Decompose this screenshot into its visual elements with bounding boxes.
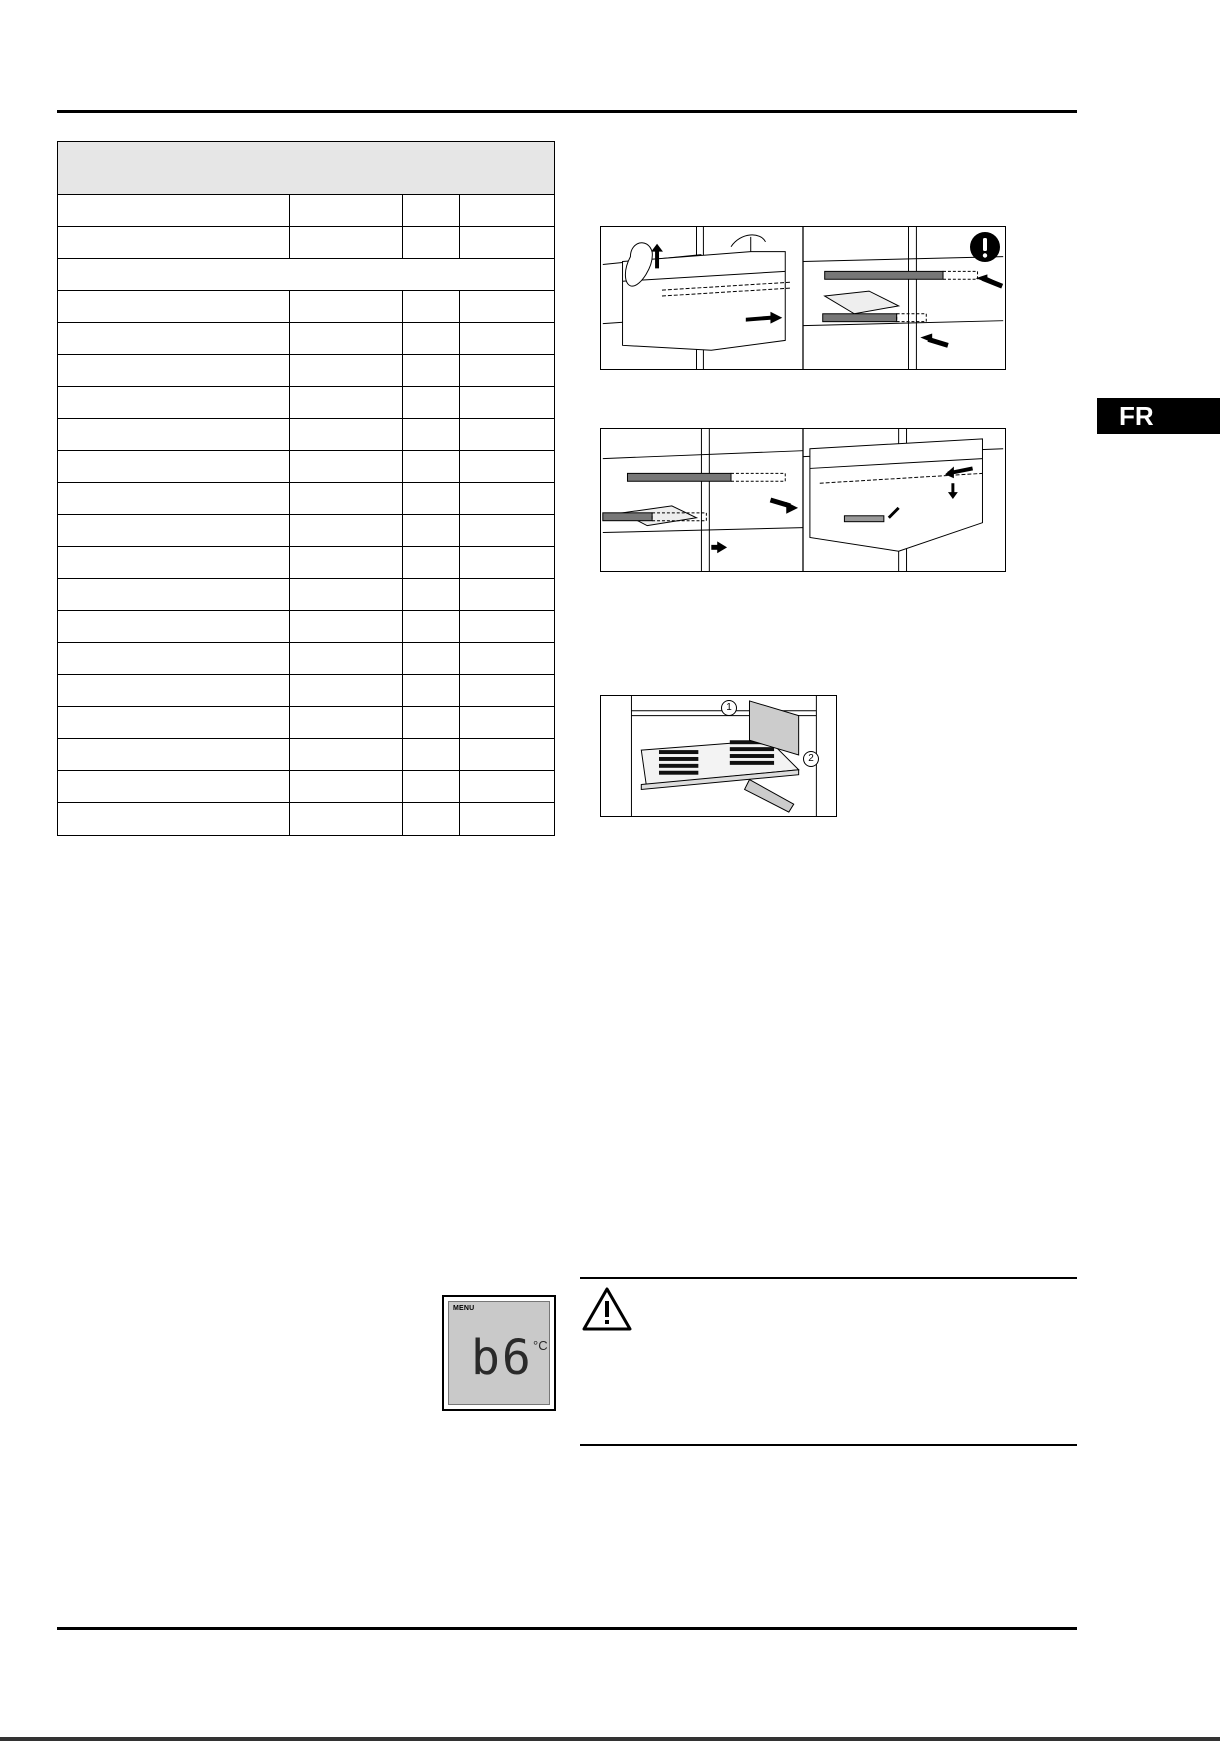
table-cell — [460, 611, 554, 642]
table-cell — [403, 643, 460, 674]
table-cell — [460, 323, 554, 354]
table-cell — [403, 483, 460, 514]
footer-rule — [57, 1627, 1077, 1630]
table-cell — [403, 195, 460, 226]
table-cell — [460, 771, 554, 802]
glass-shelf-illustration — [601, 696, 836, 816]
table-cell — [460, 195, 554, 226]
table-cell — [290, 419, 403, 450]
figure-drawer-removal — [600, 226, 1006, 370]
table-row — [58, 675, 554, 707]
table-cell — [290, 739, 403, 770]
warning-bottom-rule — [580, 1444, 1077, 1446]
table-cell — [403, 387, 460, 418]
table-cell — [290, 611, 403, 642]
warning-triangle-icon — [582, 1287, 632, 1331]
table-row — [58, 771, 554, 803]
display-value: b6 — [471, 1330, 533, 1386]
table-cell — [460, 227, 554, 258]
table-cell — [403, 515, 460, 546]
table-row — [58, 611, 554, 643]
display-unit: °C — [533, 1338, 548, 1353]
table-row — [58, 259, 554, 291]
table-cell — [58, 451, 290, 482]
drawer-insertion-illustration — [601, 429, 1005, 571]
table-cell — [403, 611, 460, 642]
table-row — [58, 451, 554, 483]
footer-strip — [0, 1737, 1220, 1741]
table-cell — [58, 707, 290, 738]
table-cell — [58, 387, 290, 418]
temperature-display — [442, 1295, 556, 1411]
table-row — [58, 323, 554, 355]
table-cell — [290, 227, 403, 258]
table-cell — [290, 547, 403, 578]
table-body — [58, 195, 554, 835]
figure-glass-shelf — [600, 695, 837, 817]
table-header — [58, 142, 554, 195]
table-cell — [58, 515, 290, 546]
table-cell — [460, 291, 554, 322]
table-row — [58, 195, 554, 227]
table-row — [58, 355, 554, 387]
table-cell — [58, 355, 290, 386]
table-cell — [290, 355, 403, 386]
table-cell — [58, 547, 290, 578]
callout-1: 1 — [721, 700, 737, 716]
table-cell — [58, 579, 290, 610]
table-cell — [460, 547, 554, 578]
table-cell — [290, 643, 403, 674]
table-cell — [58, 323, 290, 354]
header-rule — [57, 110, 1077, 113]
table-cell — [290, 195, 403, 226]
table-row — [58, 515, 554, 547]
table-cell-merged — [58, 259, 554, 290]
table-cell — [460, 387, 554, 418]
table-cell — [460, 451, 554, 482]
table-cell — [403, 355, 460, 386]
table-row — [58, 739, 554, 771]
language-tab[interactable]: FR — [1097, 398, 1220, 434]
display-menu-label: MENU — [453, 1305, 475, 1312]
table-cell — [290, 803, 403, 835]
table-cell — [403, 771, 460, 802]
table-cell — [460, 707, 554, 738]
table-cell — [460, 579, 554, 610]
table-cell — [58, 803, 290, 835]
table-cell — [290, 707, 403, 738]
table-cell — [403, 291, 460, 322]
exclamation-circle-icon — [969, 231, 1001, 263]
table-cell — [58, 771, 290, 802]
drawer-removal-illustration — [601, 227, 1005, 369]
table-row — [58, 291, 554, 323]
table-cell — [460, 643, 554, 674]
table-cell — [58, 195, 290, 226]
table-cell — [403, 803, 460, 835]
table-cell — [460, 515, 554, 546]
table-cell — [58, 611, 290, 642]
table-cell — [290, 291, 403, 322]
table-row — [58, 483, 554, 515]
table-cell — [58, 291, 290, 322]
figure-drawer-insertion — [600, 428, 1006, 572]
table-cell — [403, 547, 460, 578]
table-row — [58, 579, 554, 611]
table-cell — [290, 675, 403, 706]
table-cell — [290, 579, 403, 610]
table-cell — [290, 515, 403, 546]
table-cell — [58, 675, 290, 706]
table-cell — [290, 323, 403, 354]
table-row — [58, 803, 554, 835]
table-cell — [460, 419, 554, 450]
display-screen — [448, 1301, 550, 1405]
table-cell — [403, 451, 460, 482]
table-cell — [403, 227, 460, 258]
table-cell — [403, 675, 460, 706]
table-row — [58, 707, 554, 739]
settings-table — [57, 141, 555, 836]
table-cell — [460, 355, 554, 386]
table-cell — [403, 707, 460, 738]
table-cell — [290, 387, 403, 418]
table-cell — [460, 739, 554, 770]
table-row — [58, 227, 554, 259]
table-cell — [58, 483, 290, 514]
table-cell — [58, 419, 290, 450]
table-cell — [460, 483, 554, 514]
warning-top-rule — [580, 1277, 1077, 1279]
table-cell — [403, 579, 460, 610]
table-row — [58, 547, 554, 579]
table-cell — [290, 451, 403, 482]
table-cell — [403, 419, 460, 450]
table-row — [58, 643, 554, 675]
table-cell — [403, 739, 460, 770]
table-cell — [58, 227, 290, 258]
callout-2: 2 — [803, 751, 819, 767]
table-row — [58, 387, 554, 419]
table-row — [58, 419, 554, 451]
table-cell — [403, 323, 460, 354]
table-cell — [460, 803, 554, 835]
table-cell — [460, 675, 554, 706]
table-cell — [58, 643, 290, 674]
table-cell — [290, 483, 403, 514]
table-cell — [58, 739, 290, 770]
table-cell — [290, 771, 403, 802]
